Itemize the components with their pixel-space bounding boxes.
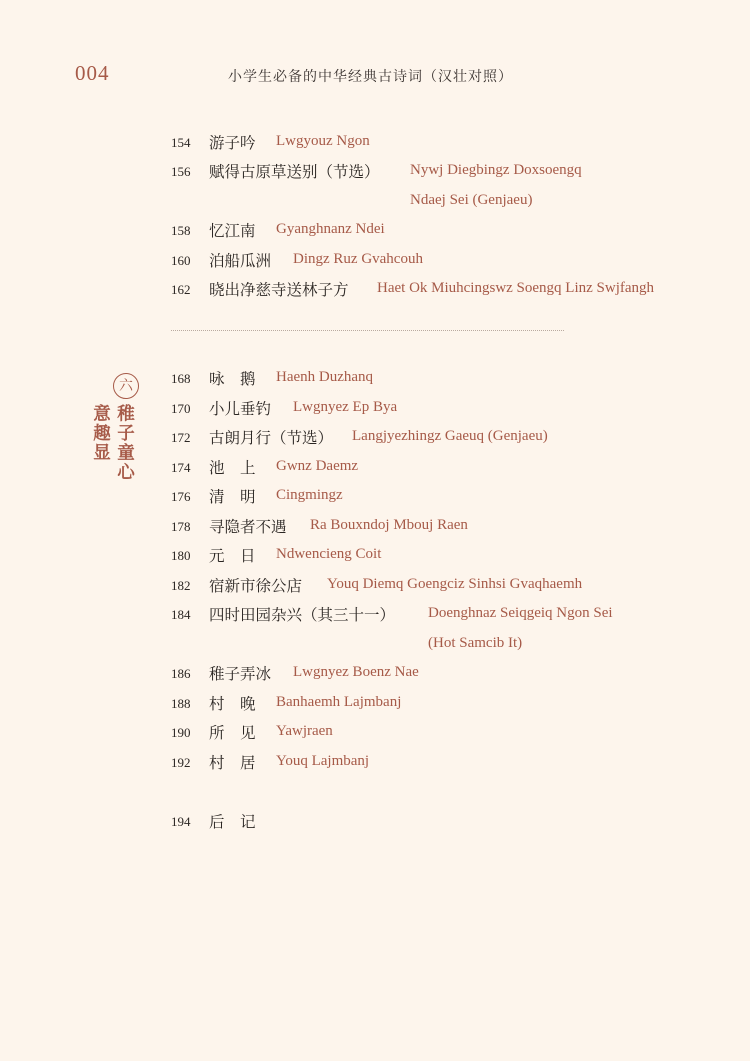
entry-page: 188 — [171, 696, 191, 711]
entry-title-zh: 寻隐者不遇 — [209, 518, 287, 536]
entry-title-zh: 小儿垂钓 — [209, 400, 272, 418]
section-number-badge: 六 — [113, 373, 139, 399]
entry-title-za: Dingz Ruz Gvahcouh — [293, 251, 423, 267]
entry-title-za: Haet Ok Miuhcingswz Soengq Linz Swjfangh — [377, 280, 655, 296]
entry-page: 190 — [171, 725, 191, 740]
page-number: 004 — [75, 61, 110, 85]
entry-page: 162 — [171, 282, 191, 297]
entry-title-za-continued: (Hot Samcib It) — [428, 635, 523, 651]
section-divider — [171, 330, 564, 331]
entry-title-za: Banhaemh Lajmbanj — [276, 694, 402, 710]
entry-title-zh: 池 上 — [209, 459, 256, 477]
entry-page: 186 — [171, 666, 191, 681]
entry-title-zh: 古朗月行（节选） — [209, 429, 334, 447]
entry-page: 182 — [171, 578, 191, 593]
entry-title-za: Gwnz Daemz — [276, 458, 359, 474]
entry-title-za: Cingmingz — [276, 487, 343, 503]
entry-title-za: Gyanghnanz Ndei — [276, 221, 385, 237]
entry-title-zh: 咏 鹅 — [209, 370, 256, 388]
entry-page: 172 — [171, 430, 191, 445]
entry-title-zh: 村 晚 — [209, 695, 256, 713]
entry-title-zh: 晓出净慈寺送林子方 — [209, 281, 349, 299]
entry-page: 156 — [171, 164, 191, 179]
entry-page: 174 — [171, 460, 191, 475]
entry-page: 184 — [171, 607, 191, 622]
entry-title-zh: 所 见 — [209, 724, 256, 742]
entry-title-za-continued: Ndaej Sei (Genjaeu) — [410, 192, 533, 208]
entry-title-zh: 忆江南 — [209, 222, 256, 240]
entry-title-za: Ra Bouxndoj Mbouj Raen — [310, 517, 468, 533]
entry-page: 160 — [171, 253, 191, 268]
running-head: 小学生必备的中华经典古诗词（汉壮对照） — [228, 69, 513, 85]
entry-page: 170 — [171, 401, 191, 416]
entry-title-za: Ndwencieng Coit — [276, 546, 382, 562]
entry-title-zh: 泊船瓜洲 — [209, 252, 272, 270]
entry-title-za: Langjyezhingz Gaeuq (Genjaeu) — [352, 428, 548, 444]
entry-title-zh: 元 日 — [209, 547, 256, 565]
entry-title-za: Yawjraen — [276, 723, 333, 739]
entry-title-zh: 游子吟 — [209, 134, 256, 152]
entry-title-zh: 赋得古原草送别（节选） — [209, 163, 380, 181]
entry-title-za: Lwgyouz Ngon — [276, 133, 370, 149]
entry-title-zh: 稚子弄冰 — [209, 665, 272, 683]
entry-title-za: Lwgnyez Boenz Nae — [293, 664, 419, 680]
entry-title-za: Nywj Diegbingz Doxsoengq — [410, 162, 582, 178]
section-title-line-2: 意趣显 — [90, 404, 111, 463]
entry-page: 178 — [171, 519, 191, 534]
entry-page: 180 — [171, 548, 191, 563]
entry-title-za: Doenghnaz Seiqgeiq Ngon Sei — [428, 605, 613, 621]
entry-title-zh: 清 明 — [209, 488, 256, 506]
entry-title-za: Youq Diemq Goengciz Sinhsi Gvaqhaemh — [327, 576, 583, 592]
entry-title-za: Lwgnyez Ep Bya — [293, 399, 398, 415]
entry-page: 158 — [171, 223, 191, 238]
entry-page: 192 — [171, 755, 191, 770]
entry-page: 194 — [171, 814, 191, 829]
entry-title-za: Haenh Duzhanq — [276, 369, 374, 385]
entry-title-zh: 四时田园杂兴（其三十一） — [209, 606, 396, 624]
entry-page: 176 — [171, 489, 191, 504]
entry-title-za: Youq Lajmbanj — [276, 753, 370, 769]
entry-title-zh: 村 居 — [209, 754, 256, 772]
entry-page: 154 — [171, 135, 191, 150]
entry-title-zh: 宿新市徐公店 — [209, 577, 303, 595]
entry-page: 168 — [171, 371, 191, 386]
entry-title-zh: 后 记 — [209, 813, 256, 831]
section-title-line-1: 稚子童心 — [114, 404, 135, 482]
